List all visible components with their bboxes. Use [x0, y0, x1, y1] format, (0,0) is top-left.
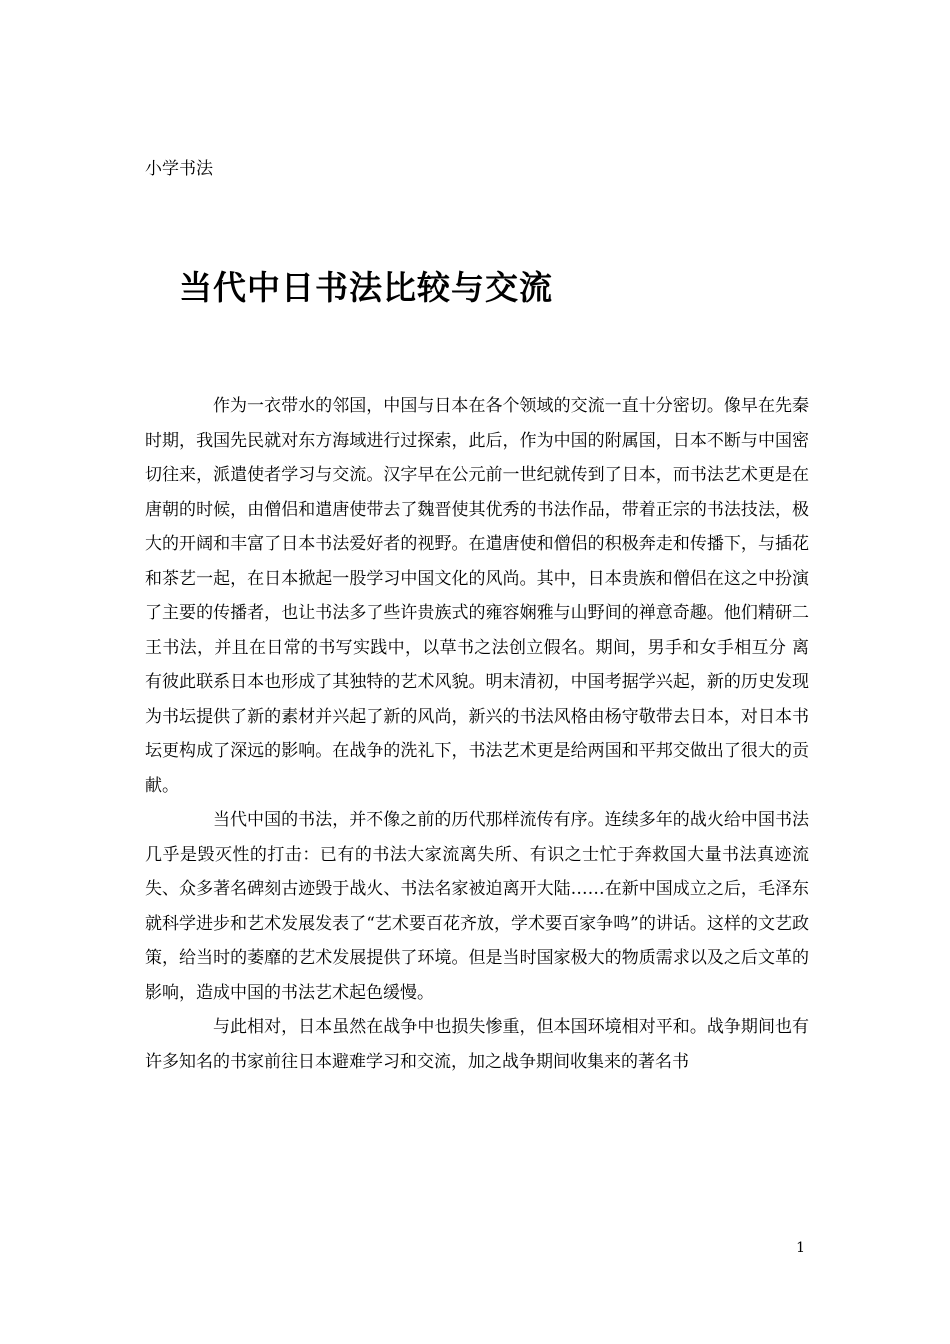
document-body [145, 389, 809, 1079]
page-number: 1 [796, 1240, 805, 1256]
paragraph-1: 作为一衣带水的邻国，中国与日本在各个领域的交流一直十分密切。像早在先秦时期，我国先民就对东方海域进行过探索，此后，作为中国的附属国，日本不断与中国密切往来，派遣使者学习与交流。汉字早在公元前一世纪就传到了日本，而书法艺术更是在唐朝的时候，由僧侣和遣唐使带去了魏晋使其优秀的书法作品，带着正宗的书法技法，极大的开阔和丰富了日本书法爱好者的视野。在遣唐使和僧侣的积极奔走和传播下，与插花和茶艺一起，在日本掀起一股学习中国文化的风尚。其中，日本贵族和僧侣在这之中扮演了主要的传播者，也让书法多了些许贵族式的雍容娴雅与山野间的禅意奇趣。他们精研二王书法，并且在日常的书写实践中，以草书之法创立假名。期间，男手和女手相互分 离有彼此联系日本也形成了其独特的艺术风貌。明末清初，中国考据学兴起，新的历史发现为书坛提供了新的素材并兴起了新的风尚，新兴的书法风格由杨守敬带去日本，对日本书坛更构成了深远的影响。在战争的洗礼下，书法艺术更是给两国和平邦交做出了很大的贡献。 [145, 396, 809, 796]
page-title: 当代中日书法比较与交流 [179, 268, 553, 307]
paragraph-3: 与此相对，日本虽然在战争中也损失惨重，但本国环境相对平和。战争期间也有许多知名的书家前往日本避难学习和交流，加之战争期间收集来的著名书 [145, 1017, 809, 1072]
paragraph-2: 当代中国的书法，并不像之前的历代那样流传有序。连续多年的战火给中国书法几乎是毁灭性的打击：已有的书法大家流离失所、有识之士忙于奔救国大量书法真迹流失、众多著名碑刻古迹毁于战火、书法名家被迫离开大陆……在新中国成立之后，毛泽东就科学进步和艺术发展发表了“艺术要百花齐放，学术要百家争鸣”的讲话。这样的文艺政策，给当时的萎靡的艺术发展提供了环境。但是当时国家极大的物质需求以及之后文革的影响，造成中国的书法艺术起色缓慢。 [145, 810, 809, 1003]
document-header: 小学书法 [145, 159, 213, 179]
